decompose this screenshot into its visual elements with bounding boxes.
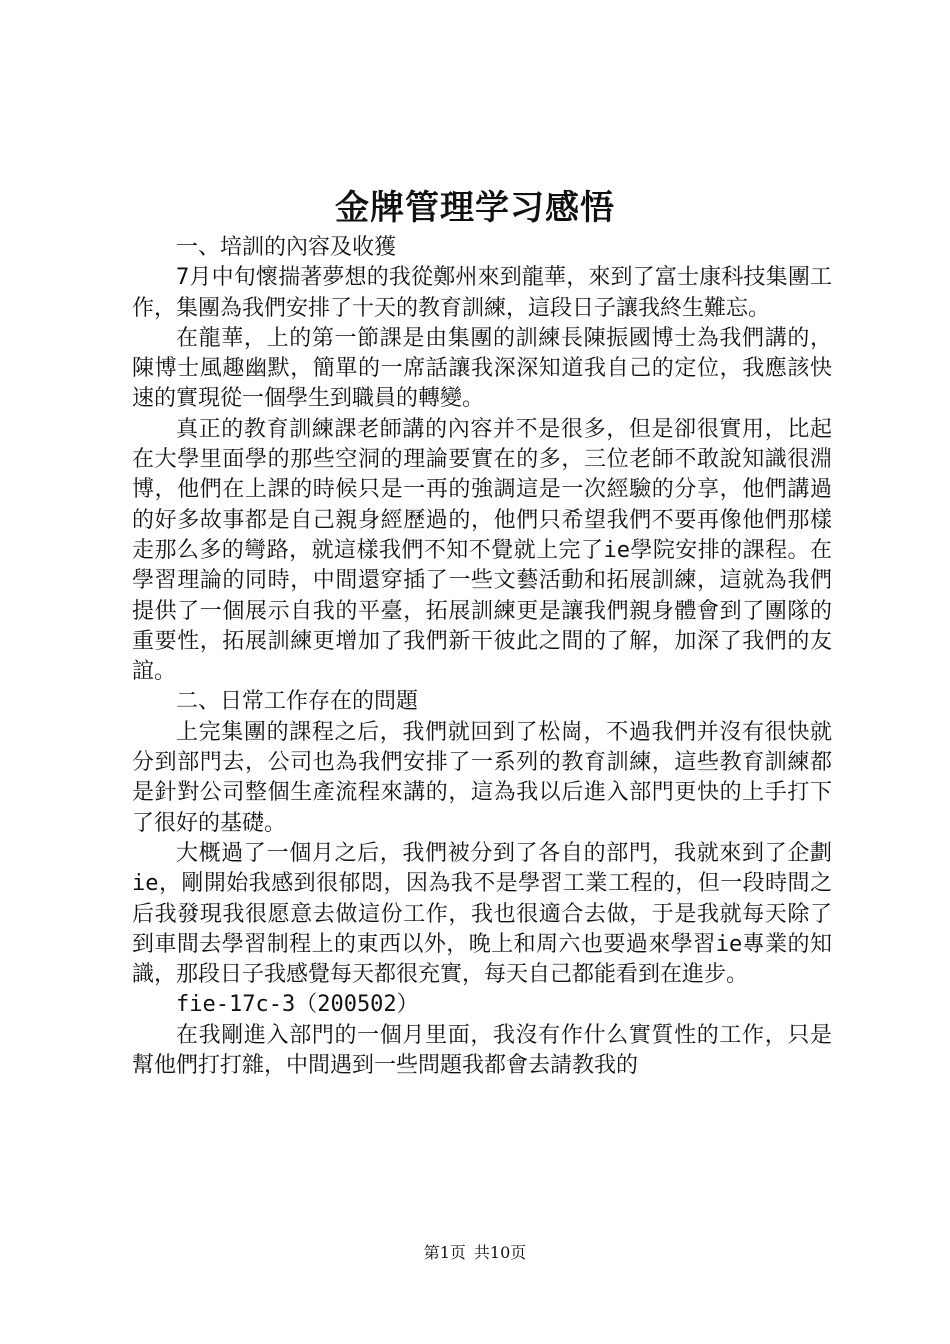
page-number: 第1页 — [423, 1243, 466, 1262]
document-title: 金牌管理学习感悟 — [335, 188, 615, 228]
section-heading-problems: 二、日常工作存在的問題 — [176, 689, 419, 715]
paragraph: 在我剛進入部門的一個月里面，我沒有作什么實質性的工作，只是幫他們打打雜，中間遇到一些問題我都會去請教我的 — [132, 1022, 832, 1079]
paragraph: 7月中旬懷揣著夢想的我從鄭州來到龍華，來到了富士康科技集團工作，集團為我們安排了十天的教育訓練，這段日子讓我終生難忘。 — [132, 265, 832, 321]
paragraph: 上完集團的課程之后，我們就回到了松崗，不過我們并沒有很快就分到部門去，公司也為我們安排了一系列的教育訓練，這些教育訓練都是針對公司整個生產流程來講的，這為我以后進入部門更快的上手打下了很好的基礎。 — [132, 719, 832, 836]
page-total: 共10页 — [473, 1243, 527, 1262]
document-code-line: fie-17c-3（200502） — [176, 992, 419, 1018]
paragraph: 真正的教育訓練課老師講的內容并不是很多，但是卻很實用，比起在大學里面學的那些空洞的理論要實在的多，三位老師不敢說知識很淵博，他們在上課的時候只是一再的強調這是一次經驗的分享，他們講過的好多故事都是自己親身經歷過的，他們只希望我們不要再像他們那樣走那么多的彎路，就這樣我們不知不覺就上完了ie學院安排的課程。在學習理論的同時，中間還穿插了一些文藝活動和拓展訓練，這就為我們提供了一個展示自我的平臺，拓展訓練更是讓我們親身體會到了團隊的重要性，拓展訓練更增加了我們新干彼此之間的了解，加深了我們的友誼。 — [132, 416, 832, 685]
paragraph: 在龍華，上的第一節課是由集團的訓練長陳振國博士為我們講的，陳博士風趣幽默，簡單的一席話讓我深深知道我自己的定位，我應該快速的實現從一個學生到職員的轉變。 — [132, 325, 832, 412]
page-footer — [0, 1242, 950, 1264]
section-heading-training: 一、培訓的內容及收獲 — [176, 235, 397, 260]
paragraph: 大概過了一個月之后，我們被分到了各自的部門，我就來到了企劃ie，剛開始我感到很郁悶，因為我不是學習工業工程的，但一段時間之后我發現我很愿意去做這份工作，我也很適合去做，于是我就每天除了到車間去學習制程上的東西以外，晚上和周六也要過來學習ie專業的知識，那段日子我感覺每天都很充實，每天自己都能看到在進步。 — [132, 840, 832, 988]
document-body — [132, 233, 832, 1081]
